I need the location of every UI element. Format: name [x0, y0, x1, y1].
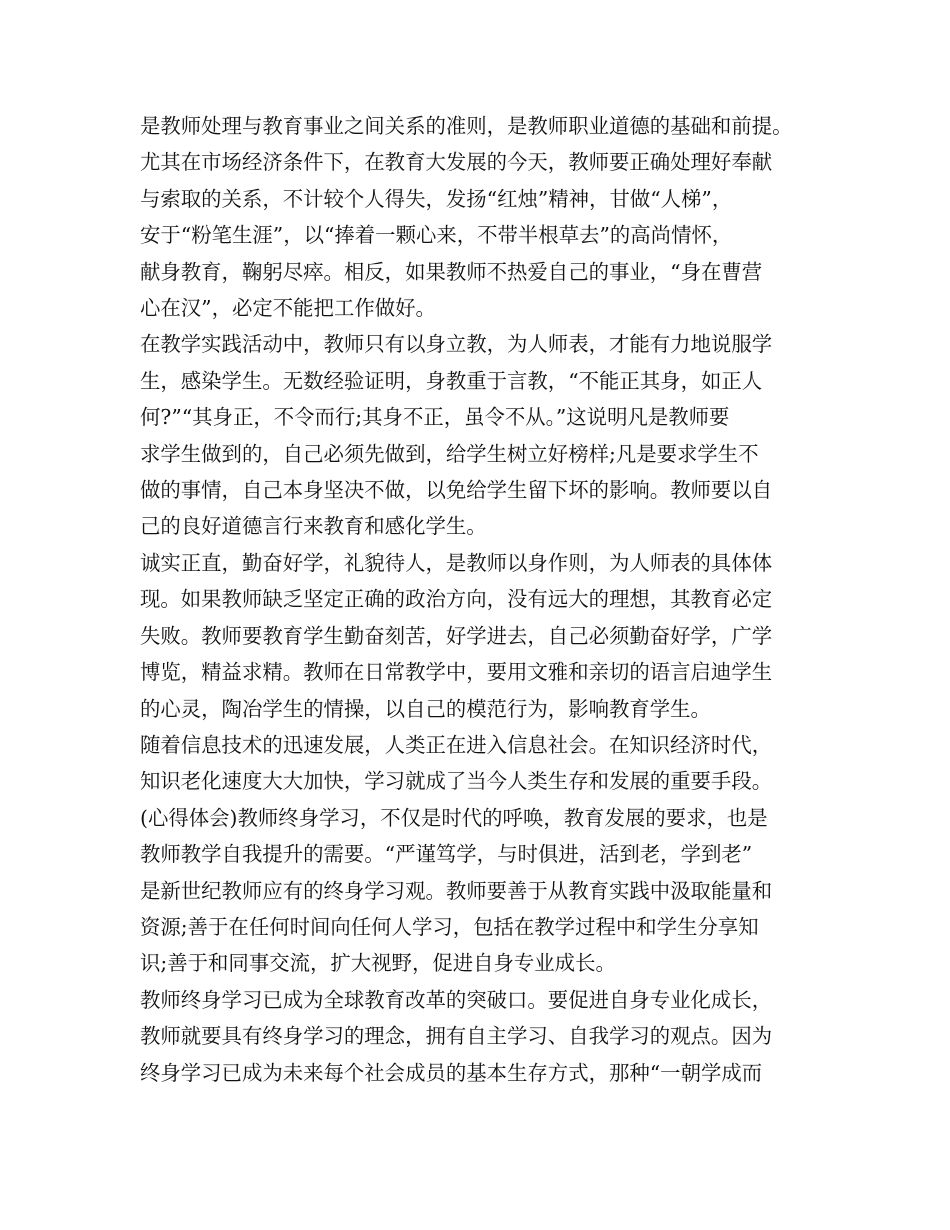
body-text	[140, 108, 840, 1091]
text-line: 生，感染学生。无数经验证明，身教重于言教，“不能正其身，如正人	[140, 368, 763, 393]
text-line: 何?”“其身正，不令而行;其身不正，虽令不从。”这说明凡是教师要	[140, 405, 730, 430]
text-line: 己的良好道德言行来教育和感化学生。	[140, 514, 487, 539]
text-line: 安于“粉笔生涯”，以“捧着一颗心来，不带半根草去”的高尚情怀，	[140, 223, 733, 248]
text-line: 献身教育，鞠躬尽瘁。相反，如果教师不热爱自己的事业，“身在曹营	[140, 259, 763, 284]
text-line: 教师就要具有终身学习的理念，拥有自主学习、自我学习的观点。因为	[140, 1024, 773, 1049]
text-line: (心得体会)教师终身学习，不仅是时代的呼唤，教育发展的要求，也是	[140, 805, 768, 830]
text-line: 诚实正直，勤奋好学，礼貌待人，是教师以身作则，为人师表的具体体	[140, 550, 773, 575]
text-line: 教师教学自我提升的需要。“严谨笃学，与时俱进，活到老，学到老”	[140, 842, 753, 867]
text-line: 随着信息技术的迅速发展，人类正在进入信息社会。在知识经济时代，	[140, 732, 773, 757]
text-line: 是新世纪教师应有的终身学习观。教师要善于从教育实践中汲取能量和	[140, 878, 773, 903]
text-line: 失败。教师要教育学生勤奋刻苦，好学进去，自己必须勤奋好学，广学	[140, 623, 773, 648]
text-line: 终身学习已成为未来每个社会成员的基本生存方式，那种“一朝学成而	[140, 1060, 763, 1085]
text-line: 心在汉”，必定不能把工作做好。	[140, 296, 436, 321]
text-line: 求学生做到的，自己必须先做到，给学生树立好榜样;凡是要求学生不	[140, 441, 759, 466]
text-line: 的心灵，陶冶学生的情操，以自己的模范行为，影响教育学生。	[140, 696, 711, 721]
text-line: 教师终身学习已成为全球教育改革的突破口。要促进自身专业化成长，	[140, 987, 773, 1012]
text-line: 做的事情，自己本身坚决不做，以免给学生留下坏的影响。教师要以自	[140, 478, 773, 503]
text-line: 博览，精益求精。教师在日常教学中，要用文雅和亲切的语言启迪学生	[140, 660, 773, 685]
text-line: 现。如果教师缺乏坚定正确的政治方向，没有远大的理想，其教育必定	[140, 587, 773, 612]
text-line: 是教师处理与教育事业之间关系的准则，是教师职业道德的基础和前提。	[140, 114, 793, 138]
text-line: 在教学实践活动中，教师只有以身立教，为人师表，才能有力地说服学	[140, 332, 773, 357]
text-line: 资源;善于在任何时间向任何人学习，包括在教学过程中和学生分享知	[140, 914, 759, 939]
text-line: 识;善于和同事交流，扩大视野，促进自身专业成长。	[140, 951, 616, 976]
text-line: 与索取的关系，不计较个人得失，发扬“红烛”精神，甘做“人梯”，	[140, 186, 733, 211]
text-line: 知识老化速度大大加快，学习就成了当今人类生存和发展的重要手段。	[140, 769, 773, 794]
text-line: 尤其在市场经济条件下，在教育大发展的今天，教师要正确处理好奉献	[140, 150, 773, 175]
